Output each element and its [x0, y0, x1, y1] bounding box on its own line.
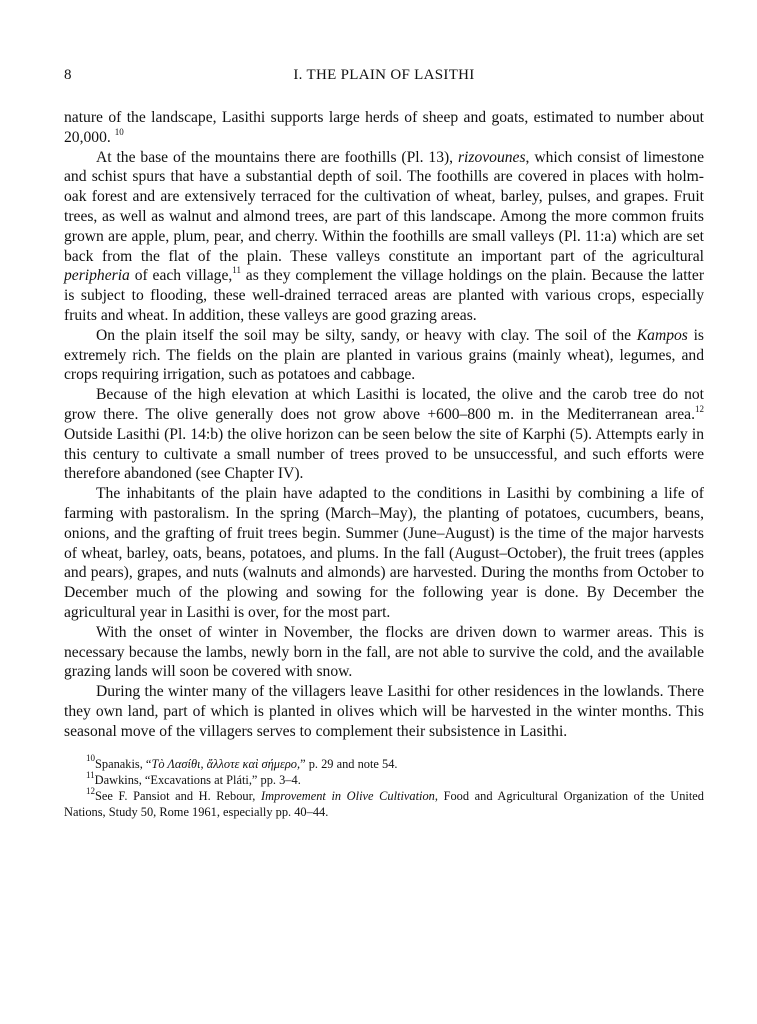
body-paragraph	[64, 148, 704, 326]
text-run: , which consist of limestone and schist spurs that have a substantial depth of soil. The foothills are covered in places with holm-oak forest and are extensively terraced for the cultivation of wheat, barley, pulses, and grapes. Fruit trees, as well as walnut and almond trees, are part of this landscape. Among the more common fruits grown are apple, plum, pear, and cherry. Within the foothills are small valleys (Pl. 11:a) which are set back from the flat of the plain. These valleys constitute an important part of the agricultural	[64, 148, 704, 265]
text-run: as they complement the village holdings on the plain. Because the latter is subject to flooding, these well-drained terraced areas are planted with various crops, especially fruits and wheat. In addition, these valleys are good grazing areas.	[64, 267, 705, 324]
body-paragraph	[64, 623, 704, 682]
text-run: With the onset of winter in November, the flocks are driven down to warmer areas. This is necessary because the lambs, newly born in the fall, are not able to survive the cold, and the available grazing lands will soon be covered with snow.	[64, 623, 704, 681]
text-run: , Food and Agricultural Organization of the United Nations, Study 50, Rome 1961, especially pp. 40–44.	[64, 788, 704, 820]
footnotes	[64, 753, 704, 821]
text-run: The inhabitants of the plain have adapted to the conditions in Lasithi by combining a life of farming with pastoralism. In the spring (March–May), the planting of potatoes, cucumbers, beans, onions, and the grafting of fruit trees begin. Summer (June–August) is the time of the major harvests of wheat, barley, oats, beans, potatoes, and plums. In the fall (August–October), the fruit trees (apples and pears), grapes, and nuts (walnuts and almonds) are harvested. During the months from October to December much of the plowing and sowing for the following year is done. By December the agricultural year in Lasithi is over, for the most part.	[64, 485, 704, 621]
italic-text: peripheria	[64, 267, 130, 285]
footnote-number: 12	[86, 785, 95, 796]
italic-text: rizovounes	[457, 148, 526, 166]
body-paragraph	[64, 682, 704, 741]
italic-text: Kampos	[636, 326, 688, 344]
text-run: See F. Pansiot and H. Rebour,	[95, 788, 261, 803]
text-run: is extremely rich. The fields on the plain are planted in various grains (mainly wheat), legumes, and crops requiring irrigation, such as potatoes and cabbage.	[64, 326, 704, 384]
text-run: Spanakis, “	[95, 756, 152, 771]
running-header	[64, 67, 704, 91]
body-paragraph	[64, 385, 704, 484]
italic-text: Τὸ Λασίθι, ἄλλοτε καὶ σήμερο,	[151, 756, 301, 771]
book-page	[64, 0, 704, 820]
text-run: ” p. 29 and note 54.	[300, 756, 398, 771]
footnote-number: 10	[86, 753, 95, 764]
text-run: Outside Lasithi (Pl. 14:b) the olive horizon can be seen below the site of Karphi (5). Attempts early in this century to cultivate a small number of trees proved to be unsuccessful, and such efforts were therefore abandoned (see Chapter IV).	[64, 425, 704, 483]
text-run: nature of the landscape, Lasithi supports large herds of sheep and goats, estimated to number about 20,000.	[64, 109, 704, 146]
italic-text: Improvement in Olive Cultivation	[260, 788, 435, 803]
footnote	[64, 753, 704, 772]
body-paragraph	[64, 484, 704, 623]
text-run: At the base of the mountains there are foothills (Pl. 13),	[96, 148, 458, 166]
page-number: 8	[64, 67, 72, 83]
text-run: Dawkins, “Excavations at Pláti,” pp. 3–4.	[94, 772, 301, 787]
footnote	[64, 769, 704, 788]
footnote	[64, 785, 704, 820]
body-paragraph	[64, 108, 704, 148]
footnote-ref: 12	[695, 403, 704, 414]
footnote-ref: 10	[114, 126, 124, 137]
body-text	[64, 108, 704, 742]
footnote-number: 11	[86, 769, 95, 780]
body-paragraph	[64, 326, 704, 385]
text-run: Because of the high elevation at which Lasithi is located, the olive and the carob tree do not grow there. The olive generally does not grow above +600–800 m. in the Mediterranean area.	[64, 386, 704, 423]
footnote-ref: 11	[232, 265, 241, 276]
text-run: During the winter many of the villagers leave Lasithi for other residences in the lowlands. There they own land, part of which is planted in olives which will be harvested in the winter months. This seasonal move of the villagers serves to complement their subsistence in Lasithi.	[64, 683, 704, 740]
text-run: On the plain itself the soil may be silty, sandy, or heavy with clay. The soil of the	[96, 326, 637, 344]
chapter-title: I. THE PLAIN OF LASITHI	[293, 67, 475, 83]
text-run: of each village,	[129, 267, 233, 285]
